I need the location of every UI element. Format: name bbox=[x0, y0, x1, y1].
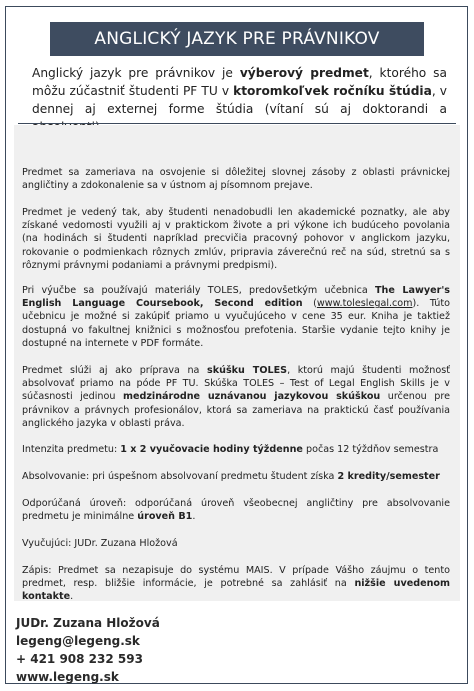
toles-link[interactable]: www.toleslegal.com bbox=[316, 298, 413, 310]
page-title-text: ANGLICKÝ JAZYK PRE PRÁVNIKOV bbox=[94, 29, 380, 49]
exam-text-1: Predmet slúži aj ako príprava na bbox=[22, 365, 208, 376]
intensity-label: Intenzita predmetu: bbox=[22, 444, 121, 455]
intro-bold-2: ktoromkoľvek ročníku štúdia bbox=[233, 84, 432, 98]
intro-bold-1: výberový predmet bbox=[239, 66, 369, 80]
intro-text-1: Anglický jazyk pre právnikov je bbox=[32, 66, 240, 80]
paragraph-teacher: Vyučujúci: JUDr. Zuzana Hložová bbox=[22, 538, 178, 549]
credits-label: Absolvovanie: pri úspešnom absolvovaní predmetu študent získa bbox=[22, 471, 338, 482]
credits-value: 2 kredity/semester bbox=[337, 471, 440, 482]
contact-website[interactable]: www.legeng.sk bbox=[16, 670, 119, 684]
contact-block bbox=[16, 614, 316, 686]
paragraph-enrollment bbox=[22, 564, 450, 604]
intensity-value: 1 x 2 vyučovacie hodiny týždenne bbox=[120, 444, 303, 455]
enrollment-end: . bbox=[70, 591, 74, 603]
level-end: . bbox=[192, 511, 196, 523]
exam-text-3: určenou pre právnikov a právnych profesionálov, ktorá sa zameriava na praktickú časť používania anglického jazyka v oblasti práva. bbox=[22, 391, 450, 429]
course-details-panel bbox=[14, 125, 460, 601]
exam-bold-1: skúšku TOLES bbox=[207, 365, 288, 376]
contact-phone[interactable]: + 421 908 232 593 bbox=[16, 652, 143, 666]
paragraph-level bbox=[22, 497, 450, 523]
contact-email[interactable]: legeng@legeng.sk bbox=[16, 634, 140, 648]
paragraph-materials bbox=[22, 284, 450, 350]
materials-text-2: ( bbox=[302, 298, 317, 310]
paragraph-focus: Predmet sa zameriava na osvojenie si dôležitej slovnej zásoby z oblasti právnickej angličtiny a zdokonalenie sa v ústnom aj písomnom prejave. bbox=[22, 167, 450, 192]
enrollment-text-1: Zápis: Predmet sa nezapisuje do systému MAIS. V prípade Vášho záujmu o tento predmet, resp. bližšie informácie, je potrebné sa zahlásiť na bbox=[22, 565, 450, 590]
contact-name: JUDr. Zuzana Hložová bbox=[16, 616, 160, 630]
textbook-title: The Lawyer's English Language Coursebook, Second edition bbox=[22, 285, 451, 310]
materials-text-1: Pri výučbe sa používajú materiály TOLES, predovšetkým učebnica bbox=[22, 285, 375, 296]
enrollment-bold: nižšie uvedenom kontakte bbox=[22, 578, 450, 603]
page-title bbox=[50, 22, 424, 56]
intro-text-3: , v dennej aj externej forme štúdia (vítaní sú aj doktorandi a bbox=[32, 84, 448, 116]
materials-text-3: ). Túto učebnicu je možné si zakúpiť priamo u vyučujúceho v cene 35 eur. Kniha je taktiež dostupná vo fakultnej knižnici s možnosťou prefotenia. Staršie vydanie tejto knihy je dostupné na internete v PDF formáte. bbox=[22, 298, 450, 349]
divider bbox=[18, 123, 456, 124]
paragraph-intensity bbox=[22, 443, 450, 456]
level-label: Odporúčaná úroveň: odporúčaná úroveň všeobecnej angličtiny pre absolvovanie predmetu je minimálne bbox=[22, 498, 450, 523]
paragraph-credits bbox=[22, 470, 450, 483]
level-value: úroveň B1 bbox=[137, 511, 193, 523]
exam-text-2: , ktorú majú študenti možnosť absolvovať priamo na póde PF TU. Skúška TOLES – Test of Legal English Skills je v súčasnosti jedinou bbox=[22, 365, 450, 403]
intensity-text: počas 12 týždňov semestra bbox=[302, 444, 439, 455]
paragraph-method: Predmet je vedený tak, aby študenti nenadobudli len akademické poznatky, ale aby získané vedomosti využili aj v praktickom živote a pri výkone ich budúceho povolania (na hodinách si študenti napríklad precvičia pracovný pohovor v anglickom jazyku, rokovanie o podmienkach rôznych zmlúv, pripravia záverečnú reč na súd, stretnú sa s rôznymi právnymi podaniami a právnymi predpismi). bbox=[22, 207, 450, 271]
paragraph-exam bbox=[22, 364, 450, 430]
exam-bold-2: medzinárodne uznávanou jazykovou skúškou bbox=[122, 391, 381, 403]
intro-text-2: , ktorého sa môžu zúčastniť študenti PF TU v bbox=[32, 66, 447, 98]
